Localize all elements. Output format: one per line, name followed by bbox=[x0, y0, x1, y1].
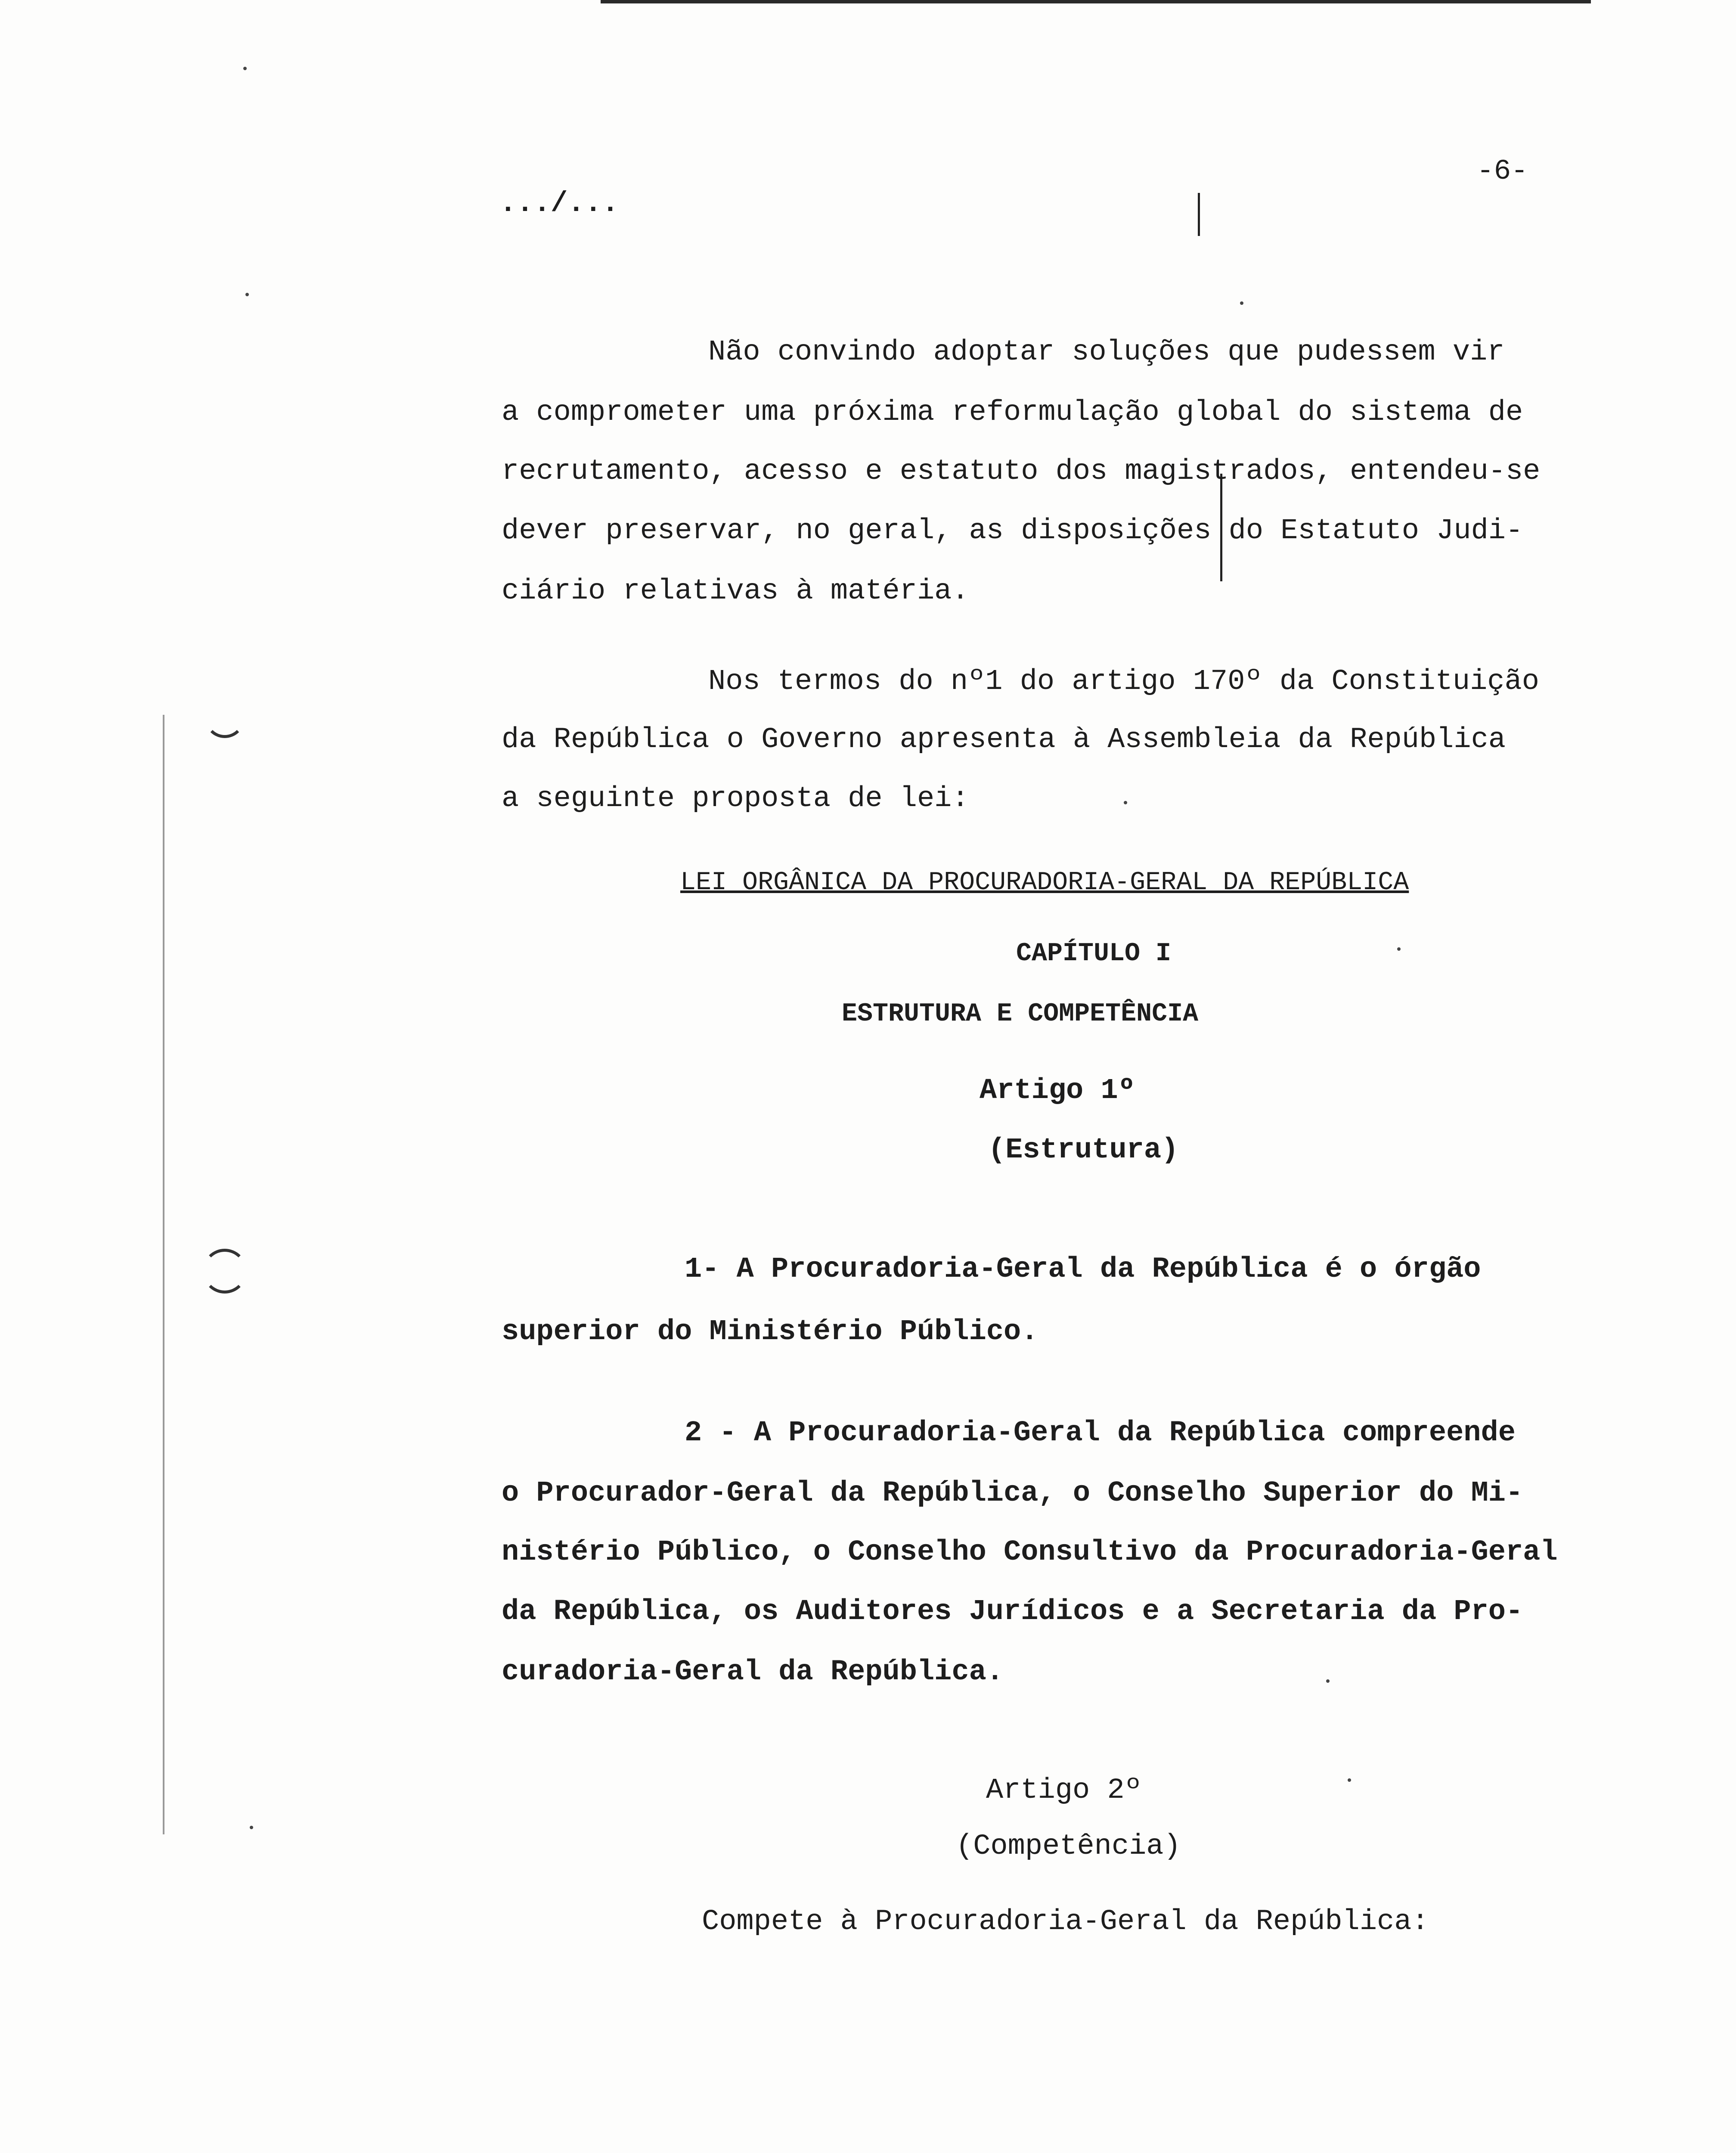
law-title: LEI ORGÂNICA DA PROCURADORIA-GERAL DA REPÚBLICA bbox=[680, 868, 1409, 897]
intro-line-4: dever preservar, no geral, as disposições do Estatuto Judi- bbox=[502, 515, 1523, 547]
speck bbox=[250, 1826, 253, 1829]
page-number: -6- bbox=[1477, 155, 1528, 187]
margin-cursor-mark bbox=[1198, 193, 1200, 236]
top-rule bbox=[601, 0, 1591, 3]
article-1-heading: Artigo 1º bbox=[980, 1074, 1135, 1107]
article-2-heading: Artigo 2º bbox=[986, 1774, 1142, 1807]
article-1-para2-line-3: nistério Público, o Conselho Consultivo da Procuradoria-Geral bbox=[502, 1536, 1558, 1569]
binder-hole-mark bbox=[202, 1249, 247, 1294]
speck bbox=[243, 67, 247, 70]
intro-line-5: ciário relativas à matéria. bbox=[502, 575, 969, 608]
article-1-para2-line-5: curadoria-Geral da República. bbox=[502, 1656, 1004, 1688]
speck bbox=[1240, 301, 1243, 305]
margin-edge-mark bbox=[163, 715, 164, 1834]
intro-line-2: a comprometer uma próxima reformulação global do sistema de bbox=[502, 396, 1523, 429]
binder-hole-mark bbox=[205, 698, 245, 738]
article-1-subtitle: (Estrutura) bbox=[988, 1134, 1179, 1166]
article-1-para2-line-1: 2 - A Procuradoria-Geral da República compreende bbox=[685, 1417, 1516, 1449]
article-2-intro: Compete à Procuradoria-Geral da República: bbox=[702, 1905, 1429, 1938]
article-1-para1-line-2: superior do Ministério Público. bbox=[502, 1315, 1038, 1348]
proposal-line-1: Nos termos do nº1 do artigo 170º da Constituição bbox=[708, 665, 1539, 698]
proposal-line-3: a seguinte proposta de lei: bbox=[502, 782, 969, 815]
chapter-title: ESTRUTURA E COMPETÊNCIA bbox=[842, 999, 1199, 1029]
article-2-subtitle: (Competência) bbox=[956, 1830, 1181, 1863]
continuation-mark: .../... bbox=[499, 187, 619, 220]
chapter-number: CAPÍTULO I bbox=[1016, 939, 1172, 968]
speck bbox=[1124, 801, 1127, 804]
intro-line-1: Não convindo adoptar soluções que pudessem vir bbox=[708, 336, 1505, 369]
article-1-para2-line-2: o Procurador-Geral da República, o Conselho Superior do Mi- bbox=[502, 1477, 1523, 1510]
proposal-line-2: da República o Governo apresenta à Assembleia da República bbox=[502, 723, 1506, 756]
speck bbox=[1326, 1679, 1330, 1683]
speck bbox=[1348, 1778, 1351, 1782]
speck bbox=[1397, 947, 1401, 951]
article-1-para2-line-4: da República, os Auditores Jurídicos e a Secretaria da Pro- bbox=[502, 1595, 1523, 1628]
intro-line-3: recrutamento, acesso e estatuto dos magistrados, entendeu-se bbox=[502, 455, 1541, 488]
speck bbox=[245, 293, 249, 296]
article-1-para1-line-1: 1- A Procuradoria-Geral da República é o órgão bbox=[685, 1253, 1481, 1286]
